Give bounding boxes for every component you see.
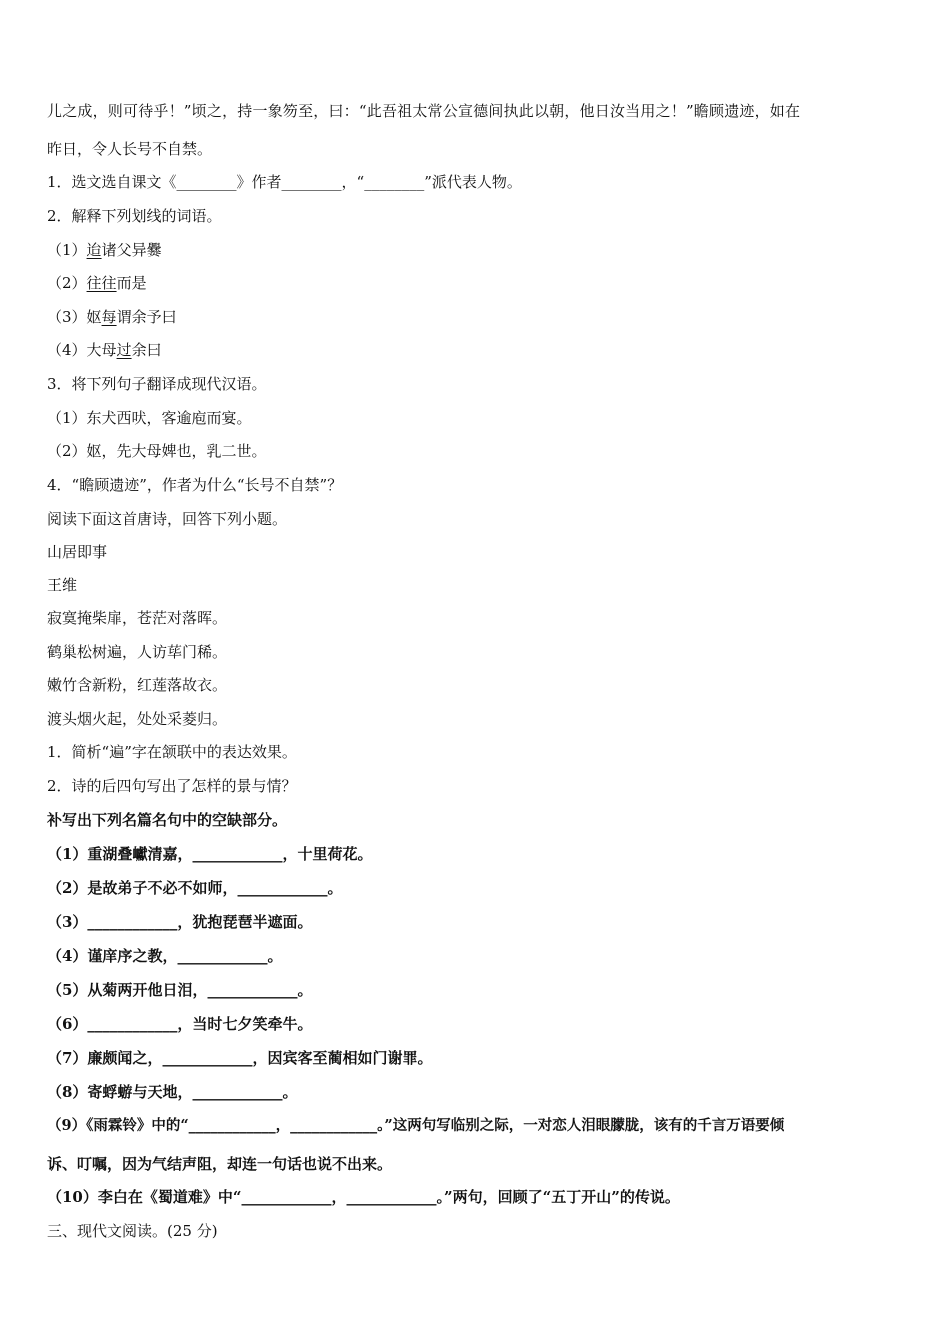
- poem-question-1: 1．简析“遍”字在颔联中的表达效果。: [47, 743, 297, 761]
- question-4: 4．“瞻顾遗迹”，作者为什么“长号不自禁”？: [47, 476, 343, 494]
- question-3: 3．将下列句子翻译成现代汉语。: [47, 375, 267, 393]
- fill-item: （1）重湖叠巘清嘉，____________，十里荷花。: [47, 845, 373, 863]
- poem-author: 王维: [47, 576, 78, 594]
- poem-line: 鹤巢松树遍，人访荜门稀。: [47, 643, 228, 661]
- question-2: 2．解释下列划线的词语。: [47, 207, 222, 225]
- item-prefix: （4）大母: [47, 341, 117, 359]
- item-suffix: 余曰: [131, 341, 162, 359]
- question-2-item-3: [47, 307, 177, 327]
- poem-intro: 阅读下面这首唐诗，回答下列小题。: [47, 510, 288, 528]
- fill-item-10: （10）李白在《蜀道难》中“____________，____________。”两句，回顾了“五丁开山”的传说。: [47, 1188, 680, 1206]
- fill-item: （2）是故弟子不必不如师，____________。: [47, 879, 343, 897]
- underlined-word: 往往: [86, 274, 117, 292]
- item-prefix: （1）: [47, 241, 87, 259]
- section-heading: 三、现代文阅读。(25 分): [47, 1222, 218, 1240]
- question-1: 1．选文选自课文《________》作者________，“________”派代表人物。: [47, 173, 522, 191]
- question-2-item-2: [47, 273, 147, 293]
- poem-line: 渡头烟火起，处处采菱归。: [47, 710, 228, 728]
- passage-line-2: 昨日，令人长号不自禁。: [47, 140, 213, 158]
- fill-heading: 补写出下列名篇名句中的空缺部分。: [47, 811, 288, 829]
- item-prefix: （3）妪: [47, 308, 102, 326]
- poem-title: 山居即事: [47, 543, 108, 561]
- question-2-item-4: [47, 340, 162, 360]
- underlined-word: 每: [101, 308, 117, 326]
- item-suffix: 诸父异爨: [101, 241, 162, 259]
- item-suffix: 而是: [116, 274, 147, 292]
- poem-line: 嫩竹含新粉，红莲落故衣。: [47, 676, 228, 694]
- question-3-item-1: （1）东犬西吠，客逾庖而宴。: [47, 409, 252, 427]
- fill-item: （4）谨庠序之教，____________。: [47, 947, 283, 965]
- fill-item: （8）寄蜉蝣与天地，____________。: [47, 1083, 298, 1101]
- fill-item: （3）____________，犹抱琵琶半遮面。: [47, 913, 313, 931]
- question-3-item-2: （2）妪，先大母婢也，乳二世。: [47, 442, 267, 460]
- fill-item-9-line-2: 诉、叮嘱，因为气结声阻，却连一句话也说不出来。: [47, 1155, 393, 1173]
- fill-item: （6）____________，当时七夕笑牵牛。: [47, 1015, 313, 1033]
- poem-question-2: 2．诗的后四句写出了怎样的景与情？: [47, 777, 297, 795]
- fill-item: （5）从菊两开他日泪，____________。: [47, 981, 313, 999]
- underlined-word: 迨: [86, 241, 102, 259]
- underlined-word: 过: [116, 341, 132, 359]
- question-2-item-1: [47, 240, 162, 260]
- fill-item-9-line-1: （9）《雨霖铃》中的“____________，____________。”这两句写临别之际，一对恋人泪眼朦胧，该有的千言万语要倾: [47, 1117, 785, 1134]
- fill-item: （7）廉颇闻之，____________，因宾客至蔺相如门谢罪。: [47, 1049, 433, 1067]
- passage-line-1: 儿之成，则可待乎！”顷之，持一象笏至，曰：“此吾祖太常公宣德间执此以朝，他日汝当用之！”瞻顾遗迹，如在: [47, 102, 801, 120]
- item-suffix: 谓余予曰: [116, 308, 177, 326]
- item-prefix: （2）: [47, 274, 87, 292]
- poem-line: 寂寞掩柴扉，苍茫对落晖。: [47, 609, 228, 627]
